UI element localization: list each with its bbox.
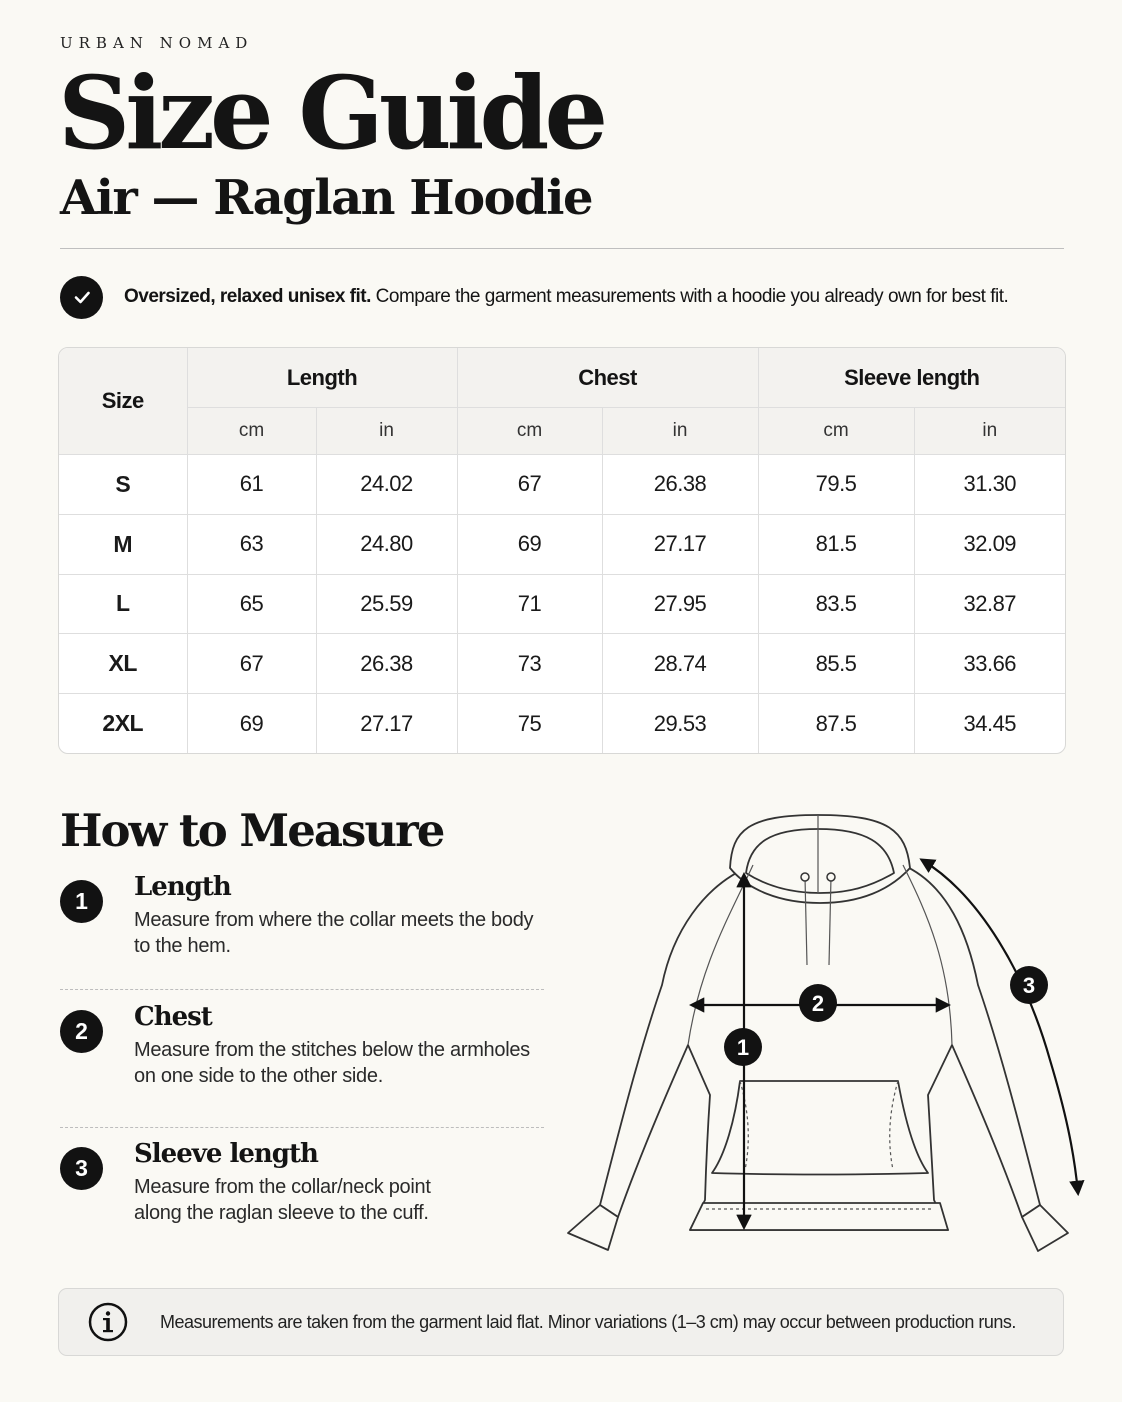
step-description: Measure from the stitches below the armholes on one side to the other side. (134, 1039, 530, 1087)
table-row (59, 634, 1065, 694)
hoodie-illustration (560, 805, 1090, 1265)
length-header: Length (187, 348, 457, 408)
table-cell: 61 (187, 455, 316, 515)
table-cell: 24.02 (316, 455, 457, 515)
brand-name: URBAN NOMAD (60, 34, 254, 52)
table-cell: 63 (187, 514, 316, 574)
divider (60, 248, 1064, 249)
product-subtitle: Air — Raglan Hoodie (60, 170, 593, 226)
table-cell: 71 (457, 574, 602, 634)
table-cell: 85.5 (758, 634, 914, 694)
unit-header: in (316, 408, 457, 455)
table-cell: 27.95 (602, 574, 758, 634)
size-cell: S (59, 455, 187, 515)
step-number-badge: 3 (60, 1147, 103, 1190)
page-title: Size Guide (58, 54, 604, 172)
fit-description: Compare the garment measurements with a hoodie you already own for best fit. (370, 286, 1009, 307)
table-cell: 34.45 (914, 694, 1065, 753)
table-cell: 26.38 (602, 455, 758, 515)
table-cell: 27.17 (602, 514, 758, 574)
size-cell: M (59, 514, 187, 574)
table-cell: 25.59 (316, 574, 457, 634)
note-text: Measurements are taken from the garment laid flat. Minor variations (1–3 cm) may occur between production runs. (160, 1311, 1016, 1332)
table-cell: 31.30 (914, 455, 1065, 515)
table-cell: 65 (187, 574, 316, 634)
table-cell: 69 (187, 694, 316, 753)
table-cell: 24.80 (316, 514, 457, 574)
unit-header: cm (758, 408, 914, 455)
table-cell: 32.87 (914, 574, 1065, 634)
measurement-note (58, 1288, 1064, 1356)
step-number-badge: 1 (60, 880, 103, 923)
step-length (60, 872, 544, 980)
step-description: Measure from where the collar meets the body to the hem. (134, 909, 534, 957)
table-cell: 28.74 (602, 634, 758, 694)
chest-header: Chest (457, 348, 758, 408)
table-cell: 79.5 (758, 455, 914, 515)
step-name: Chest (134, 1002, 212, 1032)
unit-header: cm (187, 408, 316, 455)
table-cell: 67 (187, 634, 316, 694)
size-header: Size (59, 348, 187, 455)
fit-bold: Oversized, relaxed unisex fit. (124, 286, 371, 307)
step-number-badge: 2 (60, 1010, 103, 1053)
unit-header: in (602, 408, 758, 455)
table-cell: 29.53 (602, 694, 758, 753)
marker-3-label: 3 (1022, 973, 1036, 998)
table-cell: 26.38 (316, 634, 457, 694)
table-row (59, 574, 1065, 634)
size-cell: 2XL (59, 694, 187, 753)
size-cell: L (59, 574, 187, 634)
table-cell: 32.09 (914, 514, 1065, 574)
step-chest (60, 1002, 544, 1110)
table-cell: 33.66 (914, 634, 1065, 694)
table-cell: 27.17 (316, 694, 457, 753)
step-description: Measure from the collar/neck point along the raglan sleeve to the cuff. (134, 1176, 431, 1224)
table-cell: 69 (457, 514, 602, 574)
dashed-divider (60, 1127, 544, 1128)
info-icon (88, 1302, 128, 1342)
table-cell: 81.5 (758, 514, 914, 574)
table-cell: 73 (457, 634, 602, 694)
step-name: Length (134, 872, 231, 902)
size-table (58, 347, 1066, 754)
marker-2-label: 2 (811, 991, 825, 1016)
marker-1-label: 1 (736, 1035, 750, 1060)
fit-note (60, 274, 1064, 320)
table-cell: 87.5 (758, 694, 914, 753)
table-cell: 83.5 (758, 574, 914, 634)
how-to-measure-title: How to Measure (60, 804, 444, 857)
table-row (59, 455, 1065, 515)
dashed-divider (60, 989, 544, 990)
size-cell: XL (59, 634, 187, 694)
table-cell: 75 (457, 694, 602, 753)
step-name: Sleeve length (134, 1139, 318, 1169)
step-sleeve-length (60, 1139, 544, 1247)
table-row (59, 514, 1065, 574)
fit-text (124, 286, 1008, 308)
sleeve-length-header: Sleeve length (758, 348, 1065, 408)
unit-header: in (914, 408, 1065, 455)
table-cell: 67 (457, 455, 602, 515)
check-icon (60, 276, 103, 319)
unit-header: cm (457, 408, 602, 455)
table-row (59, 694, 1065, 753)
